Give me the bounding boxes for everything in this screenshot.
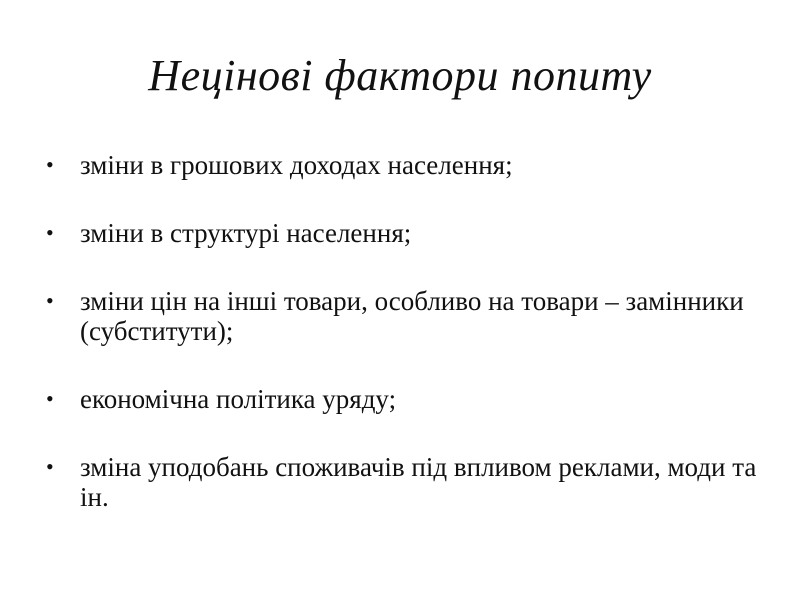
slide-title: Нецінові фактори попиту — [148, 51, 652, 100]
bullet-item-population-structure — [40, 218, 760, 248]
bullet-item-income — [40, 150, 760, 180]
bullet-text: економічна політика уряду; — [80, 384, 397, 414]
bullet-list — [40, 150, 760, 550]
bullet-icon: • — [46, 220, 54, 245]
bullet-item-consumer-preferences — [40, 452, 760, 512]
bullet-icon: • — [46, 386, 54, 411]
bullet-item-government-policy — [40, 384, 760, 414]
bullet-icon: • — [46, 288, 54, 313]
bullet-text: зміни в структурі населення; — [80, 218, 412, 248]
bullet-text: зміни цін на інші товари, особливо на товари – замінники (субститути); — [80, 286, 744, 346]
bullet-text: зміни в грошових доходах населення; — [80, 150, 513, 180]
bullet-item-substitute-prices — [40, 286, 760, 346]
bullet-icon: • — [46, 152, 54, 177]
bullet-icon: • — [46, 454, 54, 479]
bullet-text: зміна уподобань споживачів під впливом реклами, моди та ін. — [80, 452, 757, 512]
